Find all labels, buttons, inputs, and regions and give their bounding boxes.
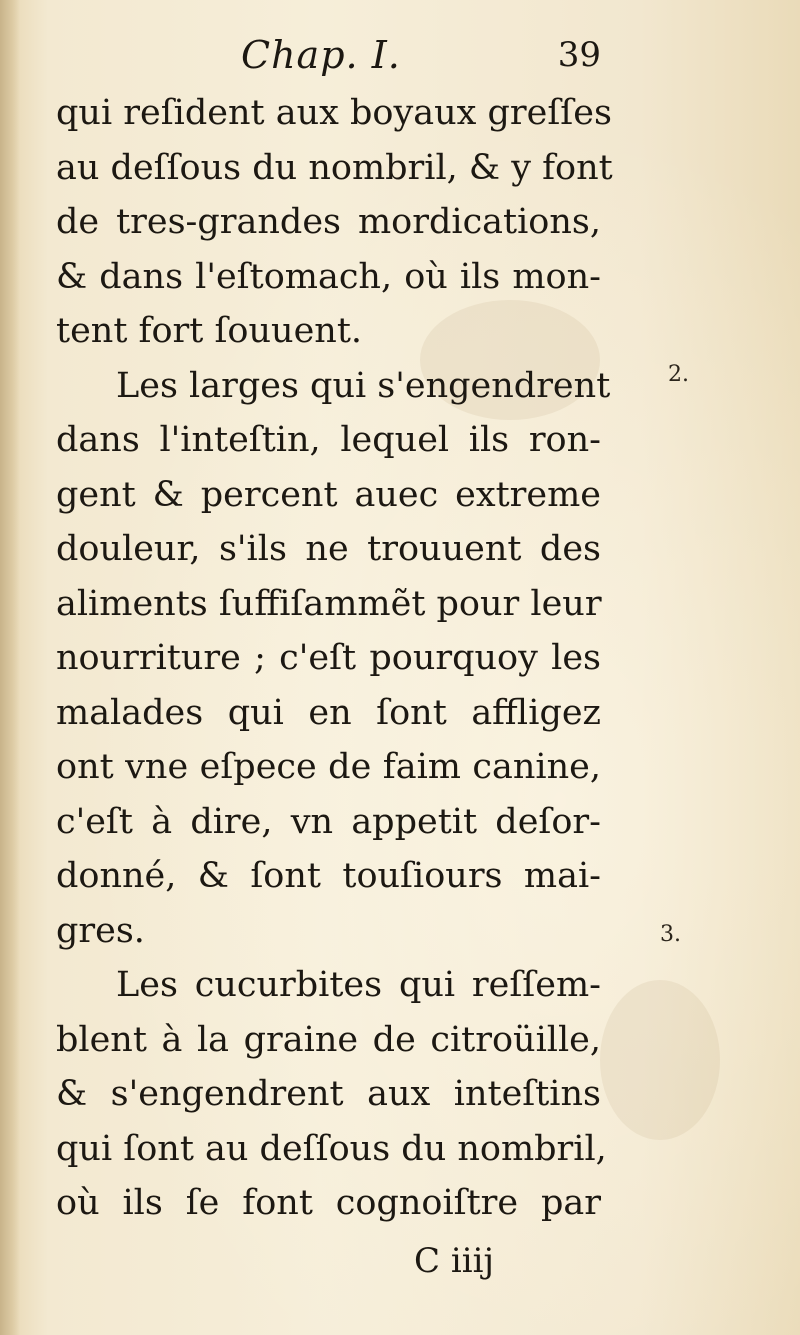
text-line: blent à la graine de citroüille, — [56, 1019, 601, 1060]
text-line: & dans l'eſtomach, où ils mon- — [56, 256, 601, 297]
text-line: qui ſont au deſſous du nombril, — [56, 1128, 607, 1169]
signature-mark: C iiij — [414, 1240, 494, 1281]
text-line: gent & percent auec extreme — [56, 474, 601, 515]
margin-note-2: 2. — [668, 362, 689, 387]
text-block — [56, 24, 613, 1291]
margin-note-3: 3. — [660, 922, 681, 947]
text-line: qui reſident aux boyaux greſſes — [56, 93, 612, 133]
running-header — [56, 24, 601, 86]
text-line: Les cucurbites qui reſſem- — [116, 965, 601, 1005]
text-line: tent fort ſouuent. — [56, 311, 363, 351]
text-line: malades qui en ſont affligez — [56, 692, 601, 733]
text-line: où ils ſe font cognoiſtre par — [56, 1183, 601, 1223]
paper-stain — [600, 980, 720, 1140]
signature-line — [56, 1231, 601, 1291]
text-line: gres. — [56, 910, 145, 951]
text-line: douleur, s'ils ne trouuent des — [56, 529, 601, 569]
text-line: au deſſous du nombril, & y font — [56, 147, 613, 188]
page-number: 39 — [557, 35, 601, 75]
text-line: c'eſt à dire, vn appetit deſor- — [56, 801, 601, 842]
text-line: ont vne eſpece de faim canine, — [56, 747, 601, 787]
text-line: de tres-grandes mordications, — [56, 202, 601, 242]
text-line: & s'engendrent aux inteſtins — [56, 1074, 601, 1114]
text-line: aliments ſuffiſammẽt pour leur — [56, 583, 602, 624]
running-title: Chap. I. — [241, 33, 401, 77]
page-gutter-shadow — [0, 0, 20, 1335]
text-line: dans l'inteſtin, lequel ils ron- — [56, 420, 601, 460]
text-line: nourriture ; c'eſt pourquoy les — [56, 638, 601, 678]
text-line: Les larges qui s'engendrent — [116, 365, 611, 406]
text-line: donné, & ſont touſiours mai- — [56, 856, 601, 896]
